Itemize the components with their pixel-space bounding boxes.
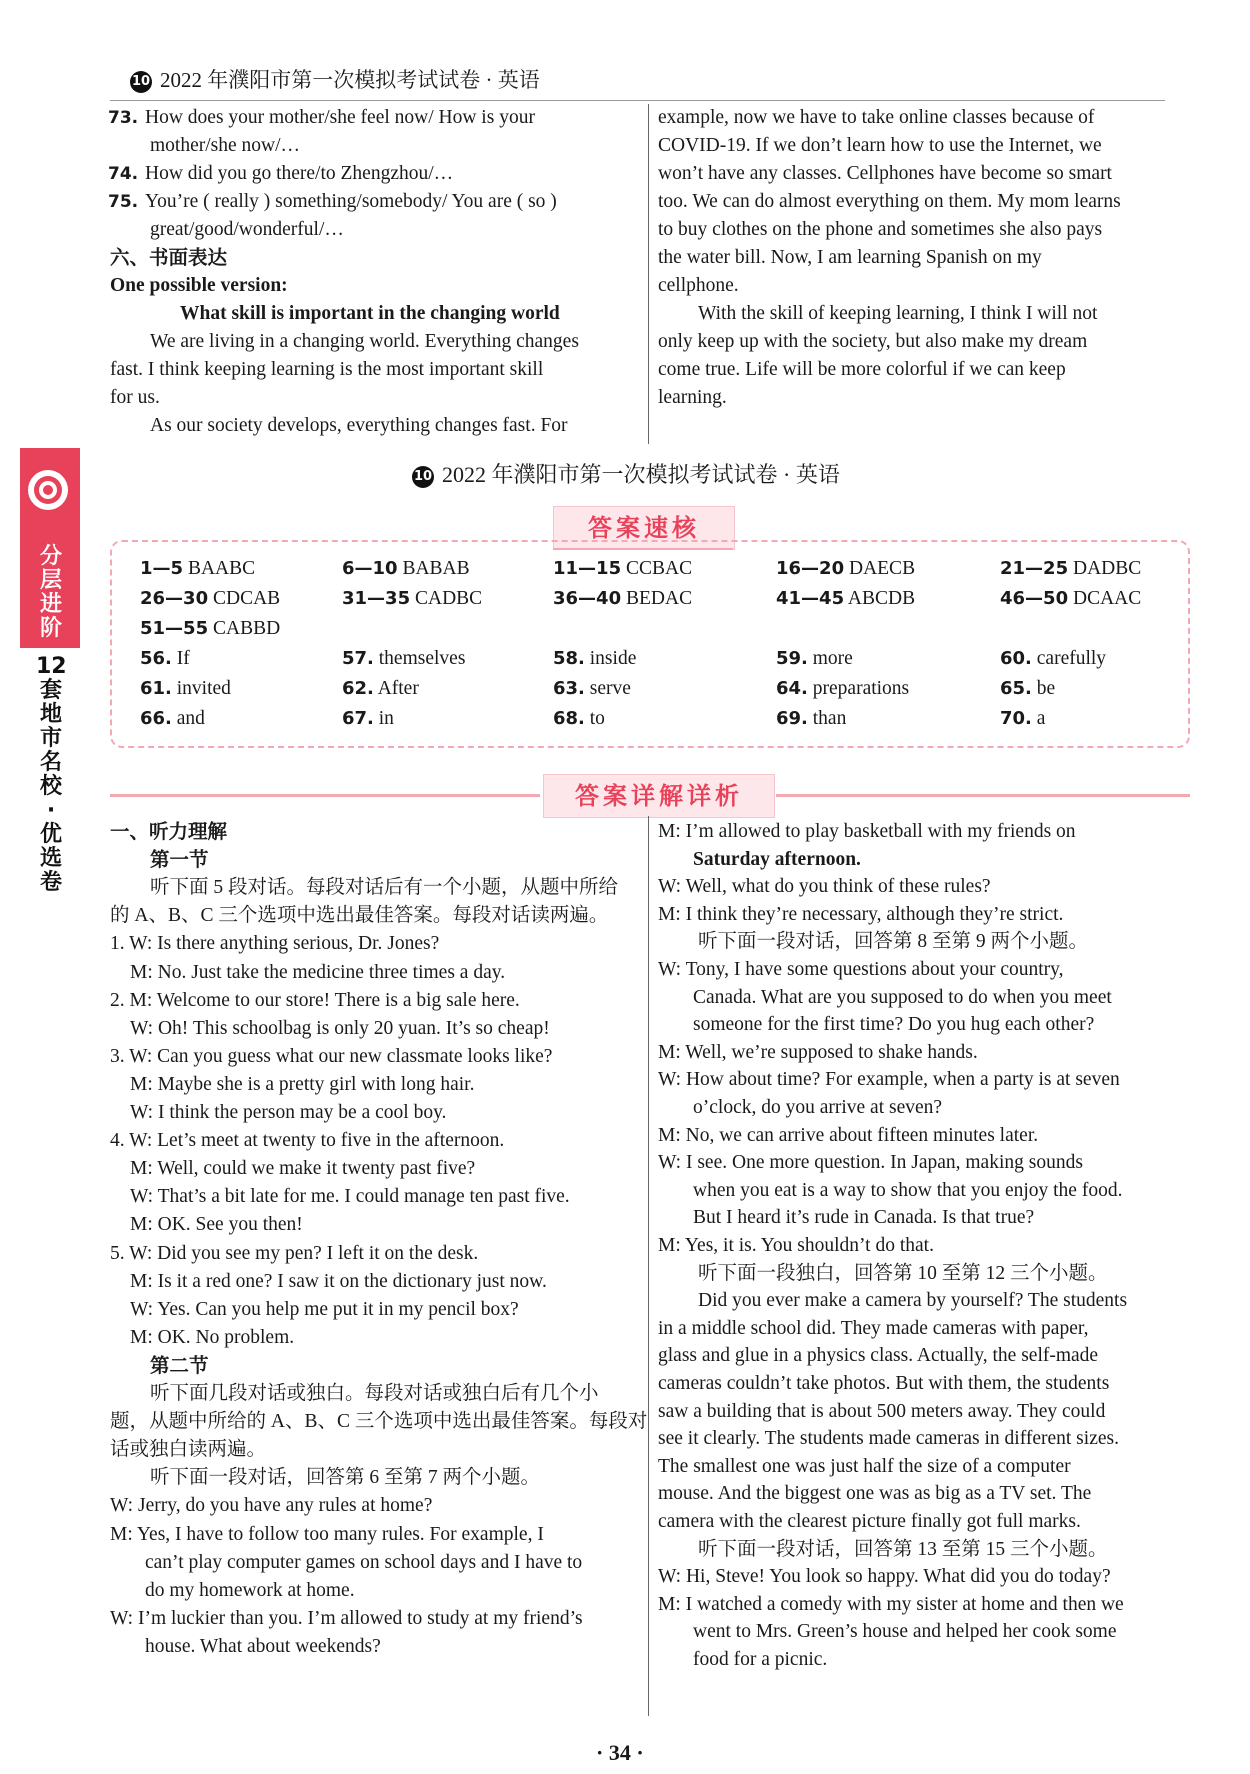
answer-item xyxy=(553,708,605,730)
answer-key: 56. xyxy=(140,648,172,669)
text-line: Saturday afternoon. xyxy=(693,848,861,870)
answer-item xyxy=(140,588,280,610)
text-line: 话或独白读两遍。 xyxy=(110,1439,267,1461)
text-line: great/good/wonderful/… xyxy=(150,219,344,240)
text-line: W: Yes. Can you help me put it in my pencil box? xyxy=(130,1298,519,1320)
section-title xyxy=(412,458,840,489)
item-number: 73. xyxy=(108,108,139,128)
text-line: W: Oh! This schoolbag is only 20 yuan. It’s so cheap! xyxy=(130,1017,550,1039)
answer-value: invited xyxy=(171,678,231,699)
answer-value: CADBC xyxy=(410,588,483,609)
answer-value: preparations xyxy=(807,678,910,699)
answer-key: 6—10 xyxy=(342,558,398,579)
text-line: M: Maybe she is a pretty girl with long hair. xyxy=(130,1073,475,1095)
answer-key: 21—25 xyxy=(1000,558,1069,579)
answer-key: 36—40 xyxy=(553,588,622,609)
answer-value: CABBD xyxy=(208,618,281,639)
answer-key: 59. xyxy=(776,648,808,669)
series-label: 12套地市名校·优选卷 xyxy=(36,654,67,895)
text-line: 4. W: Let’s meet at twenty to five in the afternoon. xyxy=(110,1130,505,1152)
answer-item xyxy=(140,558,255,580)
text-line: M: I’m allowed to play basketball with my friends on xyxy=(658,821,1076,842)
running-header-title: 2022 年濮阳市第一次模拟考试试卷 · 英语 xyxy=(160,68,540,92)
paper-number-badge: 10 xyxy=(130,71,152,93)
text-line: W: I think the person may be a cool boy. xyxy=(130,1102,447,1123)
answer-key: 31—35 xyxy=(342,588,411,609)
item-number: 75. xyxy=(108,192,139,212)
answer-key: 11—15 xyxy=(553,558,622,579)
answer-item xyxy=(342,648,465,670)
answer-item xyxy=(342,708,394,730)
answer-value: inside xyxy=(584,648,637,669)
quick-answers-banner: 答案速核 xyxy=(553,506,735,550)
text-line: You’re ( really ) something/somebody/ You are ( so ) xyxy=(145,191,557,212)
answer-key: 69. xyxy=(776,708,808,729)
answer-item xyxy=(342,678,419,700)
text-line: W: Well, what do you think of these rules? xyxy=(658,876,991,898)
text-line: glass and glue in a physics class. Actually, the self-made xyxy=(658,1345,1099,1367)
text-line: went to Mrs. Green’s house and helped her cook some xyxy=(693,1621,1117,1643)
answer-value: BAABC xyxy=(183,558,256,579)
text-line: With the skill of keeping learning, I think I will not xyxy=(698,303,1098,324)
text-line: W: I’m luckier than you. I’m allowed to study at my friend’s xyxy=(110,1607,583,1629)
text-line: W: That’s a bit late for me. I could manage ten past five. xyxy=(130,1186,570,1208)
target-icon xyxy=(28,470,68,510)
header-rule xyxy=(110,100,1165,101)
answer-item xyxy=(140,708,205,730)
section-title-text: 2022 年濮阳市第一次模拟考试试卷 · 英语 xyxy=(442,462,840,487)
answer-key: 63. xyxy=(553,678,585,699)
answer-value: in xyxy=(373,708,394,729)
text-line: W: Tony, I have some questions about your country, xyxy=(658,959,1064,980)
text-line: house. What about weekends? xyxy=(145,1635,381,1657)
text-line: M: Yes, it is. You shouldn’t do that. xyxy=(658,1235,934,1256)
text-line: W: Hi, Steve! You look so happy. What did you do today? xyxy=(658,1566,1111,1588)
text-line: 一、听力理解 xyxy=(110,820,228,843)
section-number-badge: 10 xyxy=(412,466,434,488)
banner-rule-left xyxy=(110,794,540,797)
answer-item xyxy=(1000,708,1045,730)
answer-value: a xyxy=(1031,708,1046,729)
text-line: 听下面一段对话，回答第 13 至第 15 三个小题。 xyxy=(698,1538,1108,1560)
text-line: can’t play computer games on school days and I have to xyxy=(145,1551,583,1573)
answer-item xyxy=(140,648,190,670)
answer-item xyxy=(553,558,692,580)
side-tab-label: 分层进阶 xyxy=(39,544,62,641)
answer-value: serve xyxy=(584,678,631,699)
text-line: W: I see. One more question. In Japan, making sounds xyxy=(658,1152,1083,1174)
item-number: 74. xyxy=(108,164,139,184)
text-line: 题，从题中所给的 A、B、C 三个选项中选出最佳答案。每段对 xyxy=(110,1411,648,1433)
text-line: One possible version: xyxy=(110,275,288,296)
answer-value: more xyxy=(807,648,853,669)
text-line: We are living in a changing world. Everything changes xyxy=(150,331,579,352)
text-line: 听下面一段对话，回答第 8 至第 9 两个小题。 xyxy=(698,931,1089,953)
answer-value: DCAAC xyxy=(1068,588,1142,609)
text-line: 第二节 xyxy=(150,1353,209,1377)
text-line: camera with the clearest picture finally got full marks. xyxy=(658,1511,1081,1532)
answer-item xyxy=(553,678,631,700)
answer-key: 57. xyxy=(342,648,374,669)
text-line: example, now we have to take online classes because of xyxy=(658,107,1095,128)
answer-key: 51—55 xyxy=(140,618,209,639)
answer-item xyxy=(776,648,853,670)
banner-rule-right xyxy=(776,794,1190,797)
text-line: saw a building that is about 500 meters away. They could xyxy=(658,1400,1106,1422)
text-line: when you eat is a way to show that you enjoy the food. xyxy=(693,1179,1123,1201)
text-line: mother/she now/… xyxy=(150,135,301,156)
answer-key: 67. xyxy=(342,708,374,729)
text-line: M: OK. See you then! xyxy=(130,1214,303,1236)
text-line: 的 A、B、C 三个选项中选出最佳答案。每段对话读两遍。 xyxy=(110,905,609,927)
text-line: 1. W: Is there anything serious, Dr. Jones? xyxy=(110,933,440,955)
answer-key: 68. xyxy=(553,708,585,729)
text-line: M: Well, could we make it twenty past five? xyxy=(130,1158,476,1180)
text-line: Canada. What are you supposed to do when you meet xyxy=(693,986,1112,1008)
text-line: see it clearly. The students made cameras in different sizes. xyxy=(658,1428,1119,1450)
text-line: only keep up with the society, but also make my dream xyxy=(658,331,1088,352)
answer-value: themselves xyxy=(373,648,466,669)
answer-key: 58. xyxy=(553,648,585,669)
text-line: M: OK. No problem. xyxy=(130,1326,295,1348)
text-line: mouse. And the biggest one was as big as a TV set. The xyxy=(658,1483,1092,1505)
text-line: How does your mother/she feel now/ How is your xyxy=(145,107,535,128)
text-line: Did you ever make a camera by yourself? The students xyxy=(698,1290,1128,1312)
text-line: 第一节 xyxy=(150,848,209,872)
page-number: · 34 · xyxy=(596,1740,644,1765)
text-line: won’t have any classes. Cellphones have become so smart xyxy=(658,163,1112,184)
answer-item xyxy=(776,588,915,610)
text-line: cameras couldn’t take photos. But with them, the students xyxy=(658,1373,1110,1394)
running-header xyxy=(130,64,540,94)
answer-value: BABAB xyxy=(397,558,470,579)
answer-item xyxy=(1000,558,1141,580)
text-line: M: Is it a red one? I saw it on the dictionary just now. xyxy=(130,1270,547,1292)
text-line: fast. I think keeping learning is the most important skill xyxy=(110,359,544,380)
answer-key: 64. xyxy=(776,678,808,699)
answer-key: 65. xyxy=(1000,678,1032,699)
answer-key: 26—30 xyxy=(140,588,209,609)
text-line: COVID-19. If we don’t learn how to use the Internet, we xyxy=(658,135,1102,156)
detailed-answers-banner: 答案详解详析 xyxy=(543,774,775,818)
text-line: o’clock, do you arrive at seven? xyxy=(693,1097,943,1118)
column-divider-top xyxy=(648,104,649,444)
answer-value: carefully xyxy=(1031,648,1107,669)
answer-key: 1—5 xyxy=(140,558,184,579)
text-line: do my homework at home. xyxy=(145,1579,355,1601)
text-line: cellphone. xyxy=(658,275,739,296)
text-line: 听下面一段独白，回答第 10 至第 12 三个小题。 xyxy=(698,1262,1108,1284)
answer-value: CCBAC xyxy=(621,558,693,579)
text-line: 听下面 5 段对话。每段对话后有一个小题，从题中所给 xyxy=(150,877,619,899)
text-line: 5. W: Did you see my pen? I left it on the desk. xyxy=(110,1242,479,1264)
answer-key: 62. xyxy=(342,678,374,699)
text-line: 3. W: Can you guess what our new classmate looks like? xyxy=(110,1045,553,1067)
answer-value: be xyxy=(1031,678,1056,699)
text-line: How did you go there/to Zhengzhou/… xyxy=(145,163,454,184)
answer-item xyxy=(553,648,636,670)
answer-item xyxy=(140,678,231,700)
text-line: As our society develops, everything changes fast. For xyxy=(150,415,568,436)
answer-value: ABCDB xyxy=(844,588,916,609)
answer-item xyxy=(342,558,470,580)
text-line: food for a picnic. xyxy=(693,1649,828,1670)
text-line: 听下面一段对话，回答第 6 至第 7 两个小题。 xyxy=(150,1467,541,1489)
text-line: 听下面几段对话或独白。每段对话或独白后有几个小 xyxy=(150,1383,599,1404)
text-line: 六、书面表达 xyxy=(110,246,228,269)
answer-value: CDCAB xyxy=(208,588,281,609)
answer-item xyxy=(1000,678,1055,700)
answer-value: to xyxy=(584,708,605,729)
text-line: W: Jerry, do you have any rules at home? xyxy=(110,1495,433,1517)
text-line: The smallest one was just half the size of a computer xyxy=(658,1455,1071,1477)
text-line: too. We can do almost everything on them. My mom learns xyxy=(658,191,1121,212)
text-line: the water bill. Now, I am learning Spanish on my xyxy=(658,247,1042,268)
answer-key: 60. xyxy=(1000,648,1032,669)
text-line: M: No. Just take the medicine three times a day. xyxy=(130,961,506,983)
answer-item xyxy=(140,618,280,640)
answer-key: 46—50 xyxy=(1000,588,1069,609)
answer-item xyxy=(1000,648,1106,670)
text-line: M: I watched a comedy with my sister at home and then we xyxy=(658,1593,1124,1615)
answer-item xyxy=(553,588,692,610)
answer-value: DADBC xyxy=(1068,558,1142,579)
text-line: someone for the first time? Do you hug each other? xyxy=(693,1014,1095,1036)
column-divider-bottom xyxy=(648,816,649,1716)
answer-key: 70. xyxy=(1000,708,1032,729)
answer-key: 66. xyxy=(140,708,172,729)
text-line: M: No, we can arrive about fifteen minutes later. xyxy=(658,1124,1039,1146)
answer-value: DAECB xyxy=(844,558,916,579)
text-line: What skill is important in the changing world xyxy=(180,303,560,324)
text-line: M: I think they’re necessary, although they’re strict. xyxy=(658,903,1064,925)
text-line: W: How about time? For example, when a party is at seven xyxy=(658,1069,1120,1091)
answer-item xyxy=(776,558,915,580)
answer-value: After xyxy=(373,678,419,699)
answer-key: 41—45 xyxy=(776,588,845,609)
answer-value: BEDAC xyxy=(621,588,693,609)
answer-value: If xyxy=(171,648,190,669)
answer-item xyxy=(1000,588,1141,610)
text-line: M: Yes, I have to follow too many rules. For example, I xyxy=(110,1523,544,1545)
text-line: come true. Life will be more colorful if we can keep xyxy=(658,359,1066,380)
text-line: But I heard it’s rude in Canada. Is that true? xyxy=(693,1207,1035,1229)
answer-item xyxy=(776,678,909,700)
text-line: for us. xyxy=(110,387,160,408)
text-line: M: Well, we’re supposed to shake hands. xyxy=(658,1041,978,1063)
answer-value: than xyxy=(807,708,847,729)
text-line: learning. xyxy=(658,387,727,408)
answer-value: and xyxy=(171,708,205,729)
text-line: in a middle school did. They made cameras with paper, xyxy=(658,1317,1089,1339)
answer-item xyxy=(342,588,482,610)
answer-item xyxy=(776,708,846,730)
answer-key: 61. xyxy=(140,678,172,699)
answer-key: 16—20 xyxy=(776,558,845,579)
text-line: to buy clothes on the phone and sometimes she also pays xyxy=(658,219,1103,240)
text-line: 2. M: Welcome to our store! There is a big sale here. xyxy=(110,989,520,1011)
